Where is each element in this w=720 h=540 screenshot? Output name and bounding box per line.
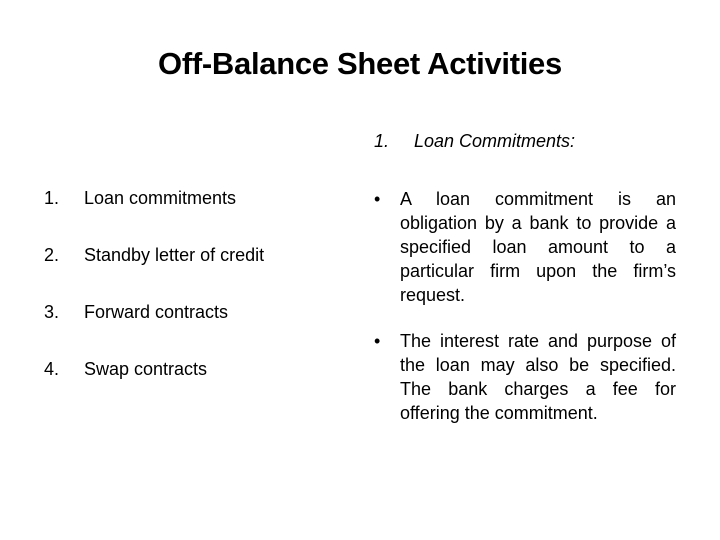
list-item-text: Loan commitments [84,188,237,208]
list-item [44,354,334,384]
bullet-icon: • [374,189,381,209]
list-item-text: Swap contracts [84,359,208,379]
list-item-number: 2. [44,245,60,265]
section-heading-number: 1. [374,131,390,151]
bullet-text: A loan commitment is an obligation by a bank to provide a specified loan amount to a particular firm upon the firm’s request. [400,189,676,305]
activities-list [44,183,334,411]
section-heading [374,126,676,156]
bullet-list [374,187,676,425]
bullet-item [374,329,676,425]
list-item-number: 1. [44,188,60,208]
list-item-text: Standby letter of credit [84,245,265,265]
section-heading-text: Loan Commitments: [414,131,576,151]
slide-title: Off-Balance Sheet Activities [158,46,562,81]
bullet-icon: • [374,331,381,351]
loan-commitments-section [374,126,676,447]
list-item-number: 3. [44,302,60,322]
list-item [44,297,334,327]
list-item-number: 4. [44,359,60,379]
list-item-text: Forward contracts [84,302,229,322]
list-item [44,183,334,213]
list-item [44,240,334,270]
bullet-item [374,187,676,307]
bullet-text: The interest rate and purpose of the loan may also be specified. The bank charges a fee for offering the commitment. [400,331,676,423]
